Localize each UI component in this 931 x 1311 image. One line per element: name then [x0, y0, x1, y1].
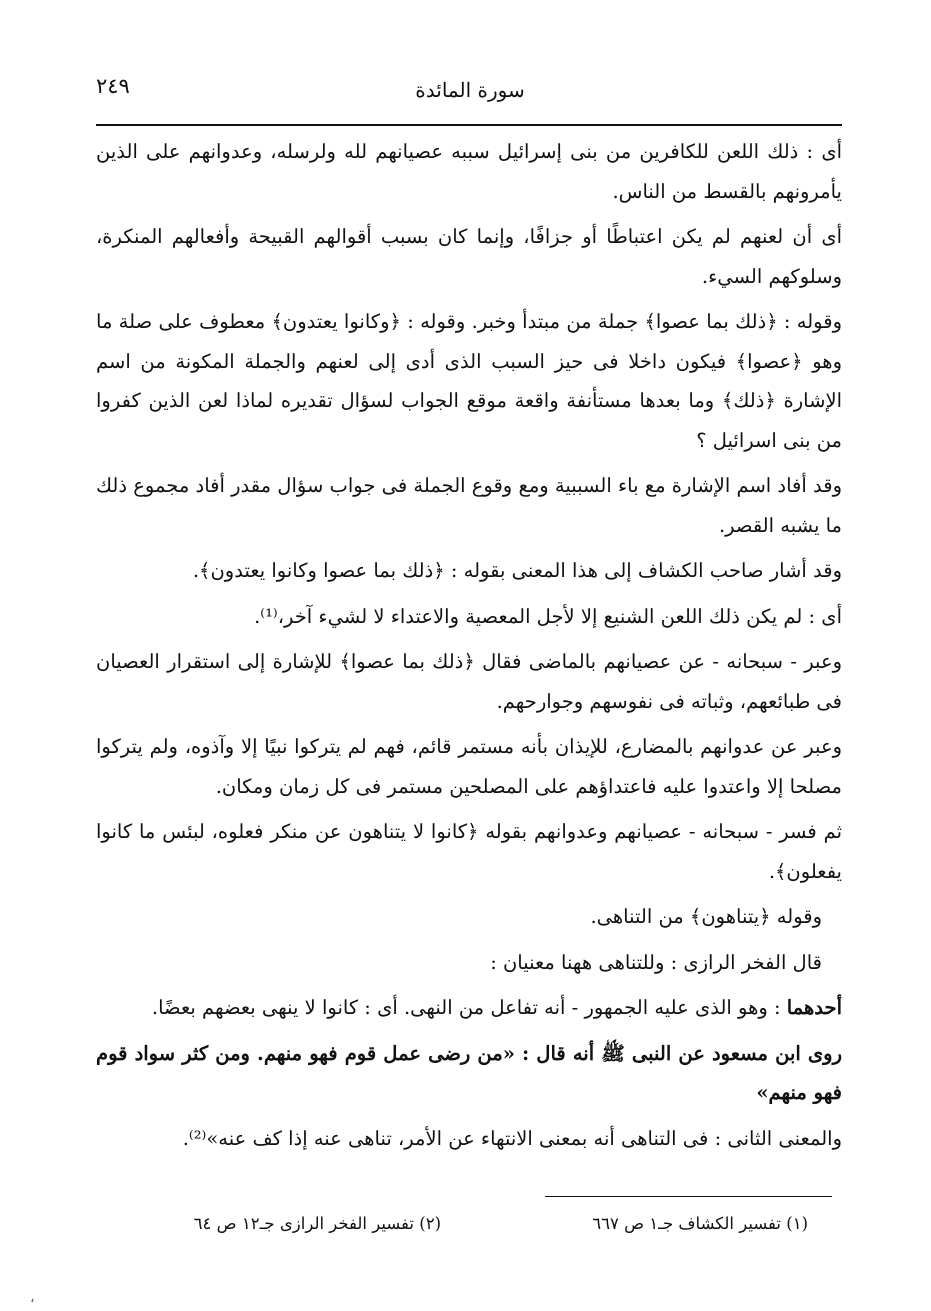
footnote-1: (١) تفسير الكشاف جـ١ ص ٦٦٧: [592, 1214, 808, 1233]
paragraph-14: والمعنى الثانى : فى التناهى أنه بمعنى الانتهاء عن الأمر، تناهى عنه إذا كف عنه»⁽²⁾.: [182, 1126, 842, 1150]
corner-mark: ،: [30, 1290, 35, 1306]
paragraph-4: وقد أفاد اسم الإشارة مع باء السببية ومع وقوع الجملة فى جواب سؤال مقدر أفاد مجموع ذلك ما يشبه القصر.: [96, 474, 842, 537]
footnote-2: (٢) تفسير الفخر الرازى جـ١٢ ص ٦٤: [193, 1214, 441, 1233]
page-number: ٢٤٩: [96, 74, 130, 98]
paragraph-7: وعبر - سبحانه - عن عصيانهم بالماضى فقال ﴿ذلك بما عصوا﴾ للإشارة إلى استقرار العصيان فى طبائعهم، وثباته فى نفوسهم وجوارحهم.: [96, 650, 842, 713]
footnote-rule: [545, 1196, 832, 1197]
paragraph-2: أى أن لعنهم لم يكن اعتباطًا أو جزافًا، وإنما كان بسبب أقوالهم القبيحة وأفعالهم المنكرة، وسلوكهم السيء.: [96, 225, 842, 288]
paragraph-3: وقوله : ﴿ذلك بما عصوا﴾ جملة من مبتدأ وخبر. وقوله : ﴿وكانوا يعتدون﴾ معطوف على صلة ما وهو ﴿عصوا﴾ فيكون داخلا فى حيز السبب الذى أدى إلى لعنهم والجملة المكونة من اسم الإشارة ﴿ذلك﴾ وما بعدها مستأنفة واقعة موقع الجواب لسؤال تقديره لماذا لعن الذين كفروا من بنى اسرائيل ؟: [96, 310, 842, 452]
paragraph-9: ثم فسر - سبحانه - عصيانهم وعدوانهم بقوله ﴿كانوا لا يتناهون عن منكر فعلوه، لبئس ما كانوا يفعلون﴾.: [96, 820, 842, 883]
paragraph-12-rest: : وهو الذى عليه الجمهور - أنه تفاعل من النهى. أى : كانوا لا ينهى بعضهم بعضًا.: [151, 996, 787, 1019]
body-text: [96, 132, 842, 1164]
paragraph-5: وقد أشار صاحب الكشاف إلى هذا المعنى بقوله : ﴿ذلك بما عصوا وكانوا يعتدون﴾.: [192, 559, 842, 582]
paragraph-10: وقوله ﴿يتناهون﴾ من التناهى.: [590, 905, 822, 928]
paragraph-8: وعبر عن عدوانهم بالمضارع، للإيذان بأنه مستمر قائم، فهم لم يتركوا نبيًا إلا وآذوه، ولم يتركوا مصلحا إلا واعتدوا عليه فاعتداؤهم على المصلحين مستمر فى كل زمان ومكان.: [96, 735, 842, 798]
paragraph-12: [96, 988, 842, 1028]
paragraph-11: قال الفخر الرازى : وللتناهى ههنا معنيان :: [490, 950, 822, 974]
header-rule: [96, 124, 842, 126]
paragraph-6: أى : لم يكن ذلك اللعن الشنيع إلا لأجل المعصية والاعتداء لا لشيء آخر،⁽¹⁾.: [254, 604, 842, 628]
paragraph-1: أى : ذلك اللعن للكافرين من بنى إسرائيل سببه عصيانهم لله ولرسله، وعدوانهم على الذين يأمرونهم بالقسط من الناس.: [96, 140, 842, 203]
paragraph-13: روى ابن مسعود عن النبى ﷺ أنه قال : «من رضى عمل قوم فهو منهم. ومن كثر سواد قوم فهو منهم»: [96, 1041, 842, 1104]
running-header-title: سورة المائدة: [415, 78, 525, 102]
paragraph-12-lead: أحدهما: [786, 996, 842, 1019]
